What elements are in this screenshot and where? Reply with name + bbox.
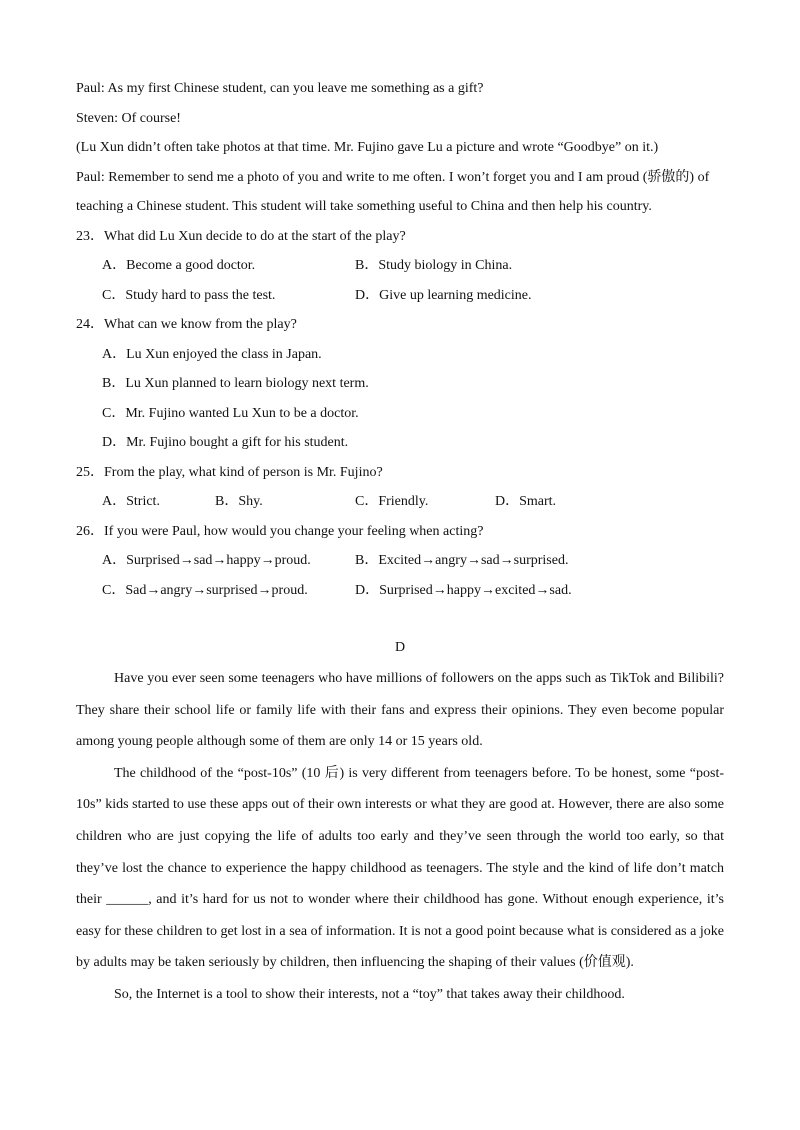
question-25-row [76,487,724,517]
question-24-option-d: D．Mr. Fujino bought a gift for his student. [102,435,349,450]
question-23-stem: 23．What did Lu Xun decide to do at the start of the play? [76,228,406,244]
play-line-5: teaching a Chinese student. This student will take something useful to China and then help his country. [76,199,652,214]
question-23-row-2 [76,281,724,311]
play-line-3: (Lu Xun didn’t often take photos at that time. Mr. Fujino gave Lu a picture and wrote “Goodbye” on it.) [76,140,659,155]
question-23-row-1 [76,251,724,281]
question-23-option-d: D．Give up learning medicine. [355,287,532,303]
question-23-option-a: A．Become a good doctor. [102,258,256,273]
question-26-row-2 [76,576,724,606]
question-25-option-a: A．Strict. [102,494,160,509]
question-26-stem: 26．If you were Paul, how would you change your feeling when acting? [76,523,484,539]
passage-paragraph-3: So, the Internet is a tool to show their interests, not a “toy” that takes away their childhood. [114,986,625,1002]
section-d-title: D [394,640,406,655]
question-23-option-b: B．Study biology in China. [355,258,513,273]
question-26-option-b: B．Excited→angry→sad→surprised. [355,553,569,568]
passage-paragraph-2: The childhood of the “post-10s” (10 后) is very different from teenagers before. To be honest, some “post-10s” kids started to use these apps out of their own interests or what they are good at. However, there are also some children who are just copying the life of adults too early and they’ve seen through the world too early, so that they’ve lost the chance to experience the happy childhood as teenagers. The style and the kind of life don’t match their ______, and it’s hard for us not to wonder where their childhood has gone. Without enough experience, it’s easy for these children to get lost in a sea of information. It is not a good point because what is considered as a joke by adults may be taken seriously by children, then influencing the shaping of their values (价值观). [76,765,724,971]
play-line-1: Paul: As my first Chinese student, can you leave me something as a gift? [76,81,484,96]
play-line-2: Steven: Of course! [76,110,181,126]
passage-paragraph-1: Have you ever seen some teenagers who have millions of followers on the apps such as TikTok and Bilibili? They share their school life or family life with their fans and express their opinions. They even become popular among young people although some of them are only 14 or 15 years old. [76,671,724,750]
question-25-option-d: D．Smart. [495,494,557,509]
question-25-stem: 25．From the play, what kind of person is Mr. Fujino? [76,464,383,480]
question-26-option-c: C．Sad→angry→surprised→proud. [102,582,308,598]
question-25-option-b: B．Shy. [215,494,263,509]
question-24-option-a: A．Lu Xun enjoyed the class in Japan. [102,346,322,362]
question-23-option-c: C．Study hard to pass the test. [102,287,276,303]
question-24-option-b: B．Lu Xun planned to learn biology next term. [102,376,369,391]
question-25-option-c: C．Friendly. [355,494,429,509]
question-26-row-1 [76,546,724,576]
question-24-option-c: C．Mr. Fujino wanted Lu Xun to be a doctor. [102,405,359,421]
question-26-option-d: D．Surprised→happy→excited→sad. [355,582,572,598]
question-24-stem: 24．What can we know from the play? [76,317,297,332]
play-line-4: Paul: Remember to send me a photo of you and write to me often. I won’t forget you and I am proud (骄傲的) of [76,169,710,185]
exam-page [76,74,724,1011]
question-26-option-a: A．Surprised→sad→happy→proud. [102,553,311,568]
